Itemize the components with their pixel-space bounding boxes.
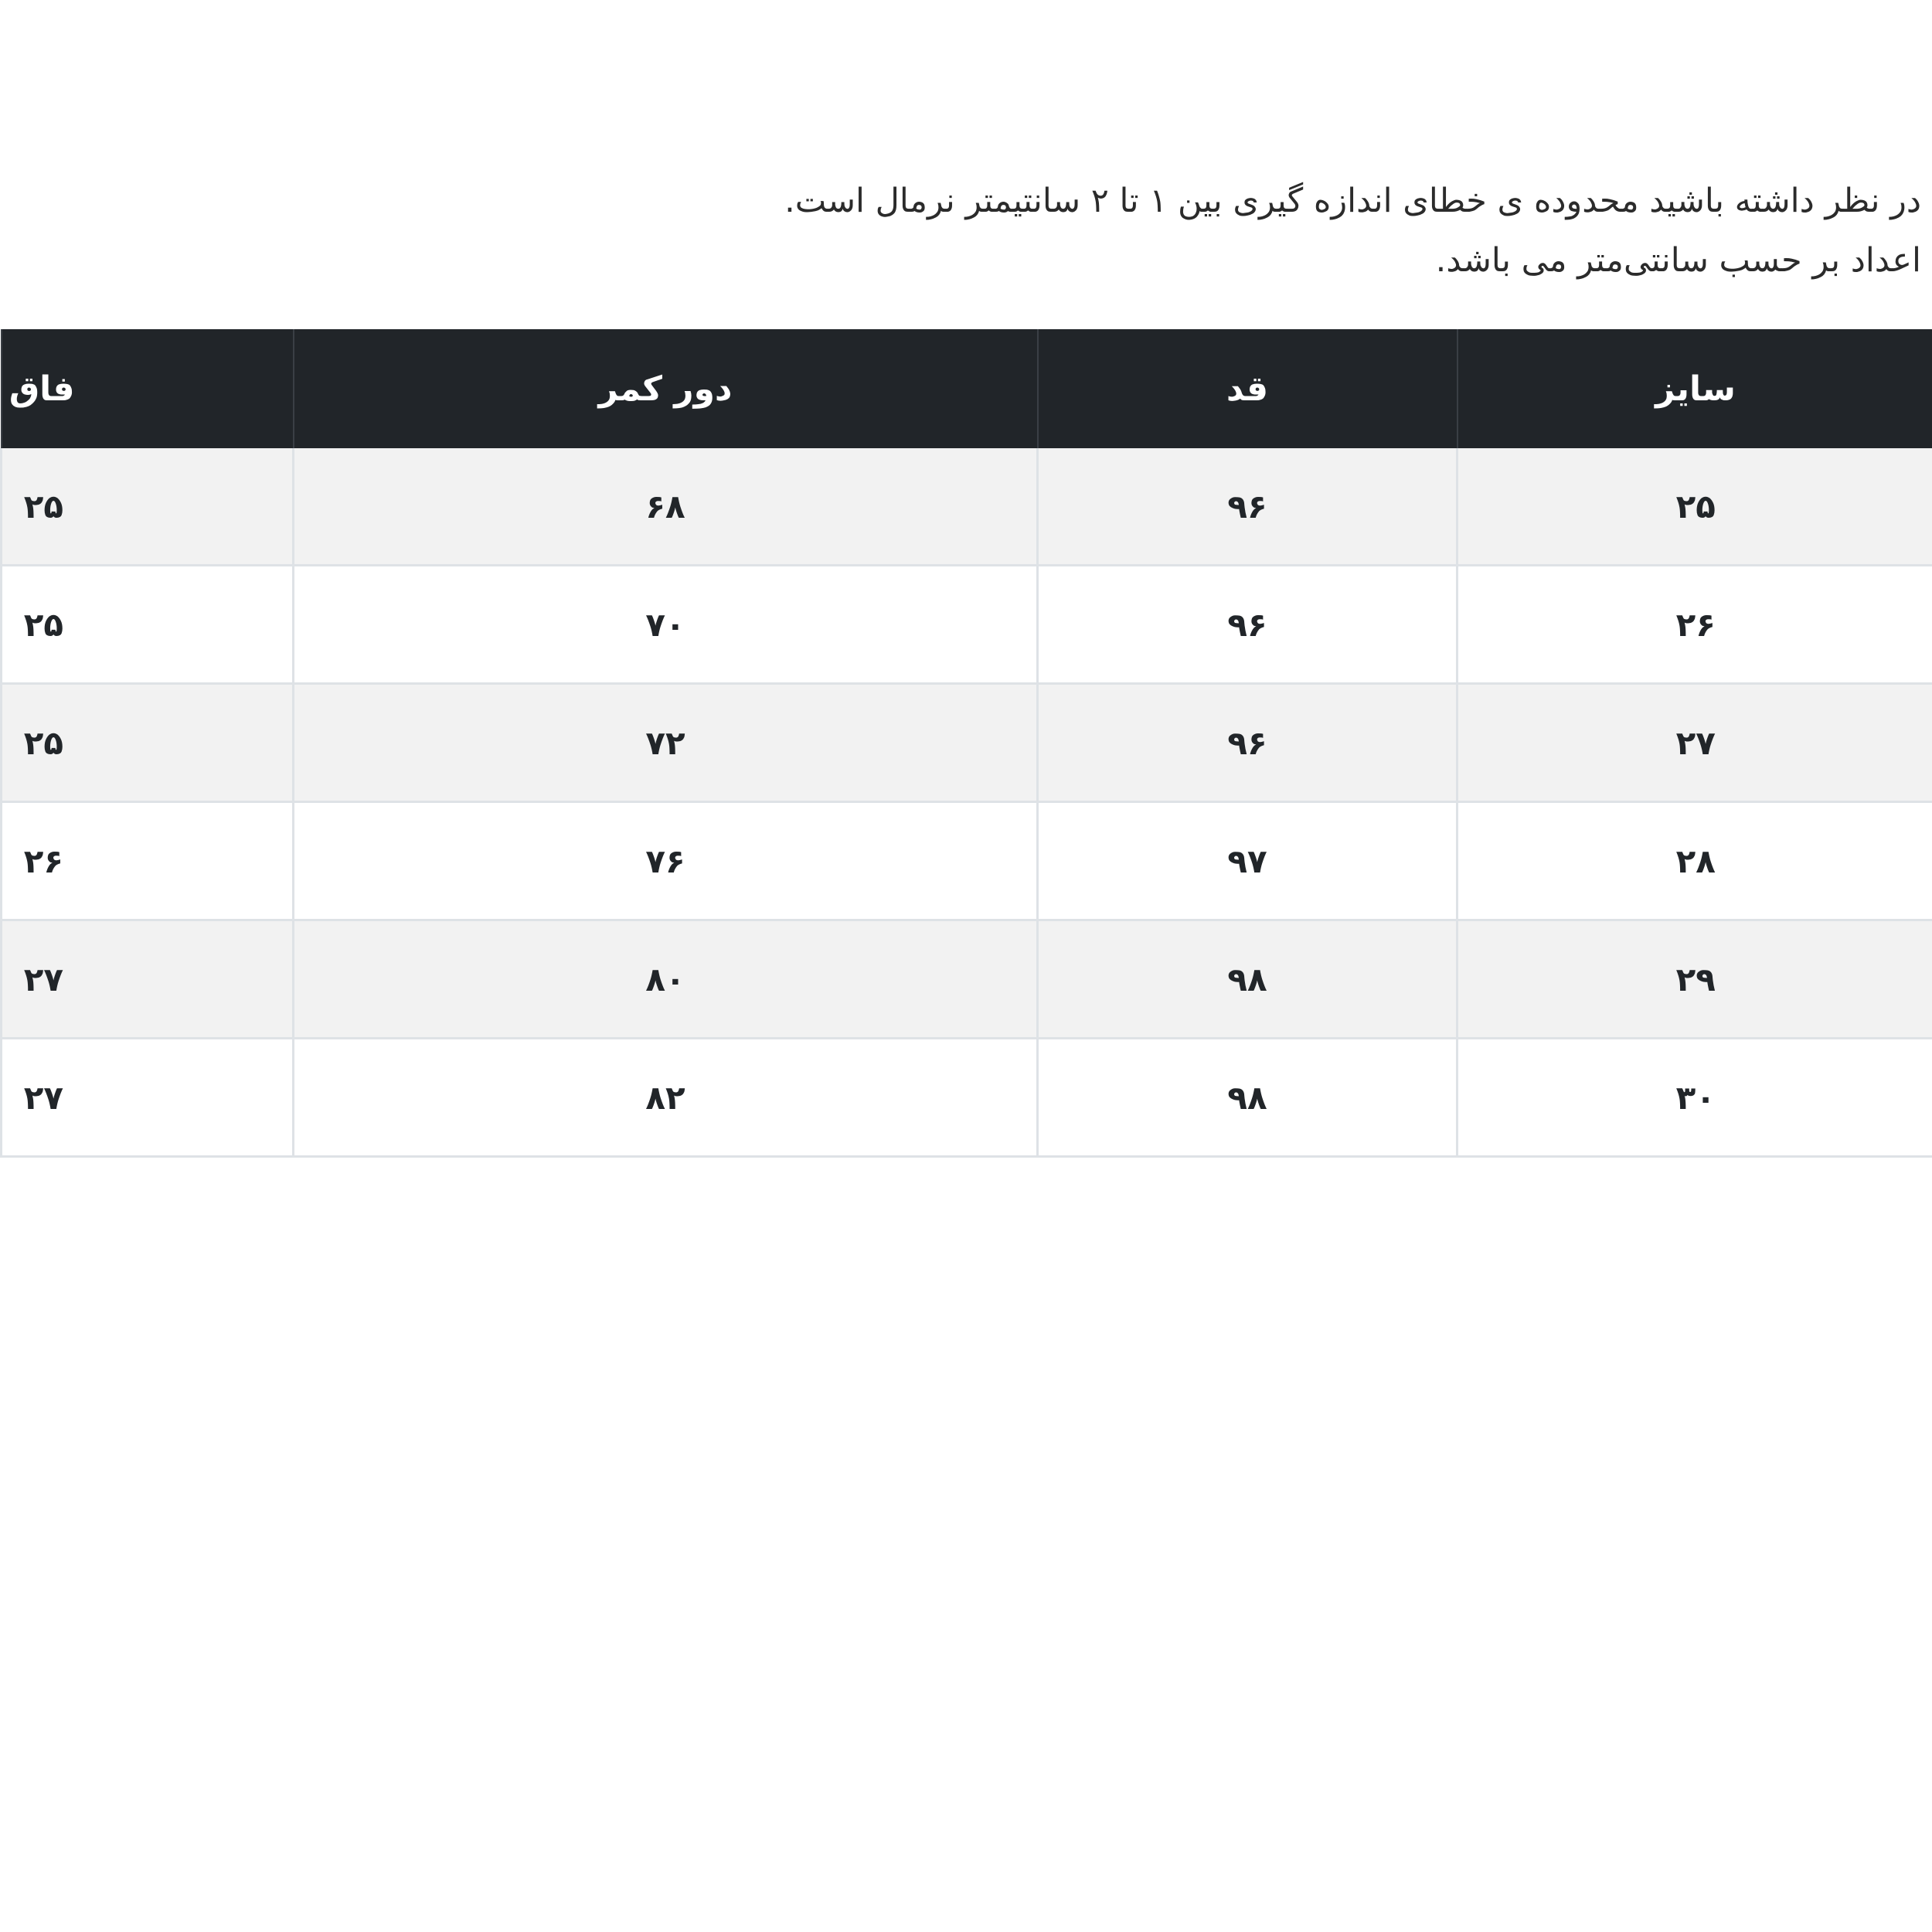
- cell-rise-value: ۲۵: [23, 605, 63, 644]
- cell-rise-value: ۲۷: [23, 1078, 63, 1117]
- cell-rise: [2, 920, 294, 1039]
- cell-height: ۹۷: [1038, 802, 1458, 920]
- units-note: اعداد بر حسب سانتی‌متر می باشد.: [1435, 241, 1921, 280]
- cell-size: ۳۰: [1458, 1039, 1932, 1157]
- size-notes: [784, 172, 1921, 291]
- cell-rise-value: ۲۷: [23, 960, 63, 998]
- cell-height: ۹۸: [1038, 920, 1458, 1039]
- cell-height: ۹۸: [1038, 1039, 1458, 1157]
- cell-rise: [2, 802, 294, 920]
- header-rise: [2, 329, 294, 448]
- cell-size: ۲۶: [1458, 566, 1932, 684]
- size-table: [0, 329, 1932, 1158]
- cell-waist: ۸۲: [294, 1039, 1038, 1157]
- table-row: [2, 920, 1932, 1039]
- cell-height: ۹۶: [1038, 448, 1458, 566]
- table-row: [2, 1039, 1932, 1157]
- table-row: [2, 684, 1932, 802]
- cell-waist: ۷۶: [294, 802, 1038, 920]
- cell-rise-value: ۲۶: [23, 842, 63, 880]
- cell-height: ۹۶: [1038, 684, 1458, 802]
- header-size: سایز: [1458, 329, 1932, 448]
- table-row: [2, 566, 1932, 684]
- cell-waist: ۷۲: [294, 684, 1038, 802]
- cell-waist: ۷۰: [294, 566, 1038, 684]
- cell-size: ۲۵: [1458, 448, 1932, 566]
- header-row: [2, 329, 1932, 448]
- cell-waist: ۸۰: [294, 920, 1038, 1039]
- header-waist: دور کمر: [294, 329, 1038, 448]
- cell-size: ۲۷: [1458, 684, 1932, 802]
- cell-rise: [2, 566, 294, 684]
- cell-rise: [2, 1039, 294, 1157]
- header-height: قد: [1038, 329, 1458, 448]
- measurement-tolerance-note: در نظر داشته باشید محدوده ی خطای اندازه گیری بین ۱ تا ۲ سانتیمتر نرمال است.: [784, 182, 1921, 220]
- cell-waist: ۶۸: [294, 448, 1038, 566]
- cell-rise-value: ۲۵: [23, 723, 63, 762]
- table-row: [2, 448, 1932, 566]
- size-table-container: [0, 329, 1932, 1158]
- size-table-body: [2, 448, 1932, 1157]
- size-table-header: [2, 329, 1932, 448]
- cell-size: ۲۹: [1458, 920, 1932, 1039]
- cell-rise: [2, 684, 294, 802]
- cell-rise: [2, 448, 294, 566]
- header-rise-label: فاق: [9, 369, 75, 409]
- cell-size: ۲۸: [1458, 802, 1932, 920]
- cell-rise-value: ۲۵: [23, 487, 63, 526]
- table-row: [2, 802, 1932, 920]
- cell-height: ۹۶: [1038, 566, 1458, 684]
